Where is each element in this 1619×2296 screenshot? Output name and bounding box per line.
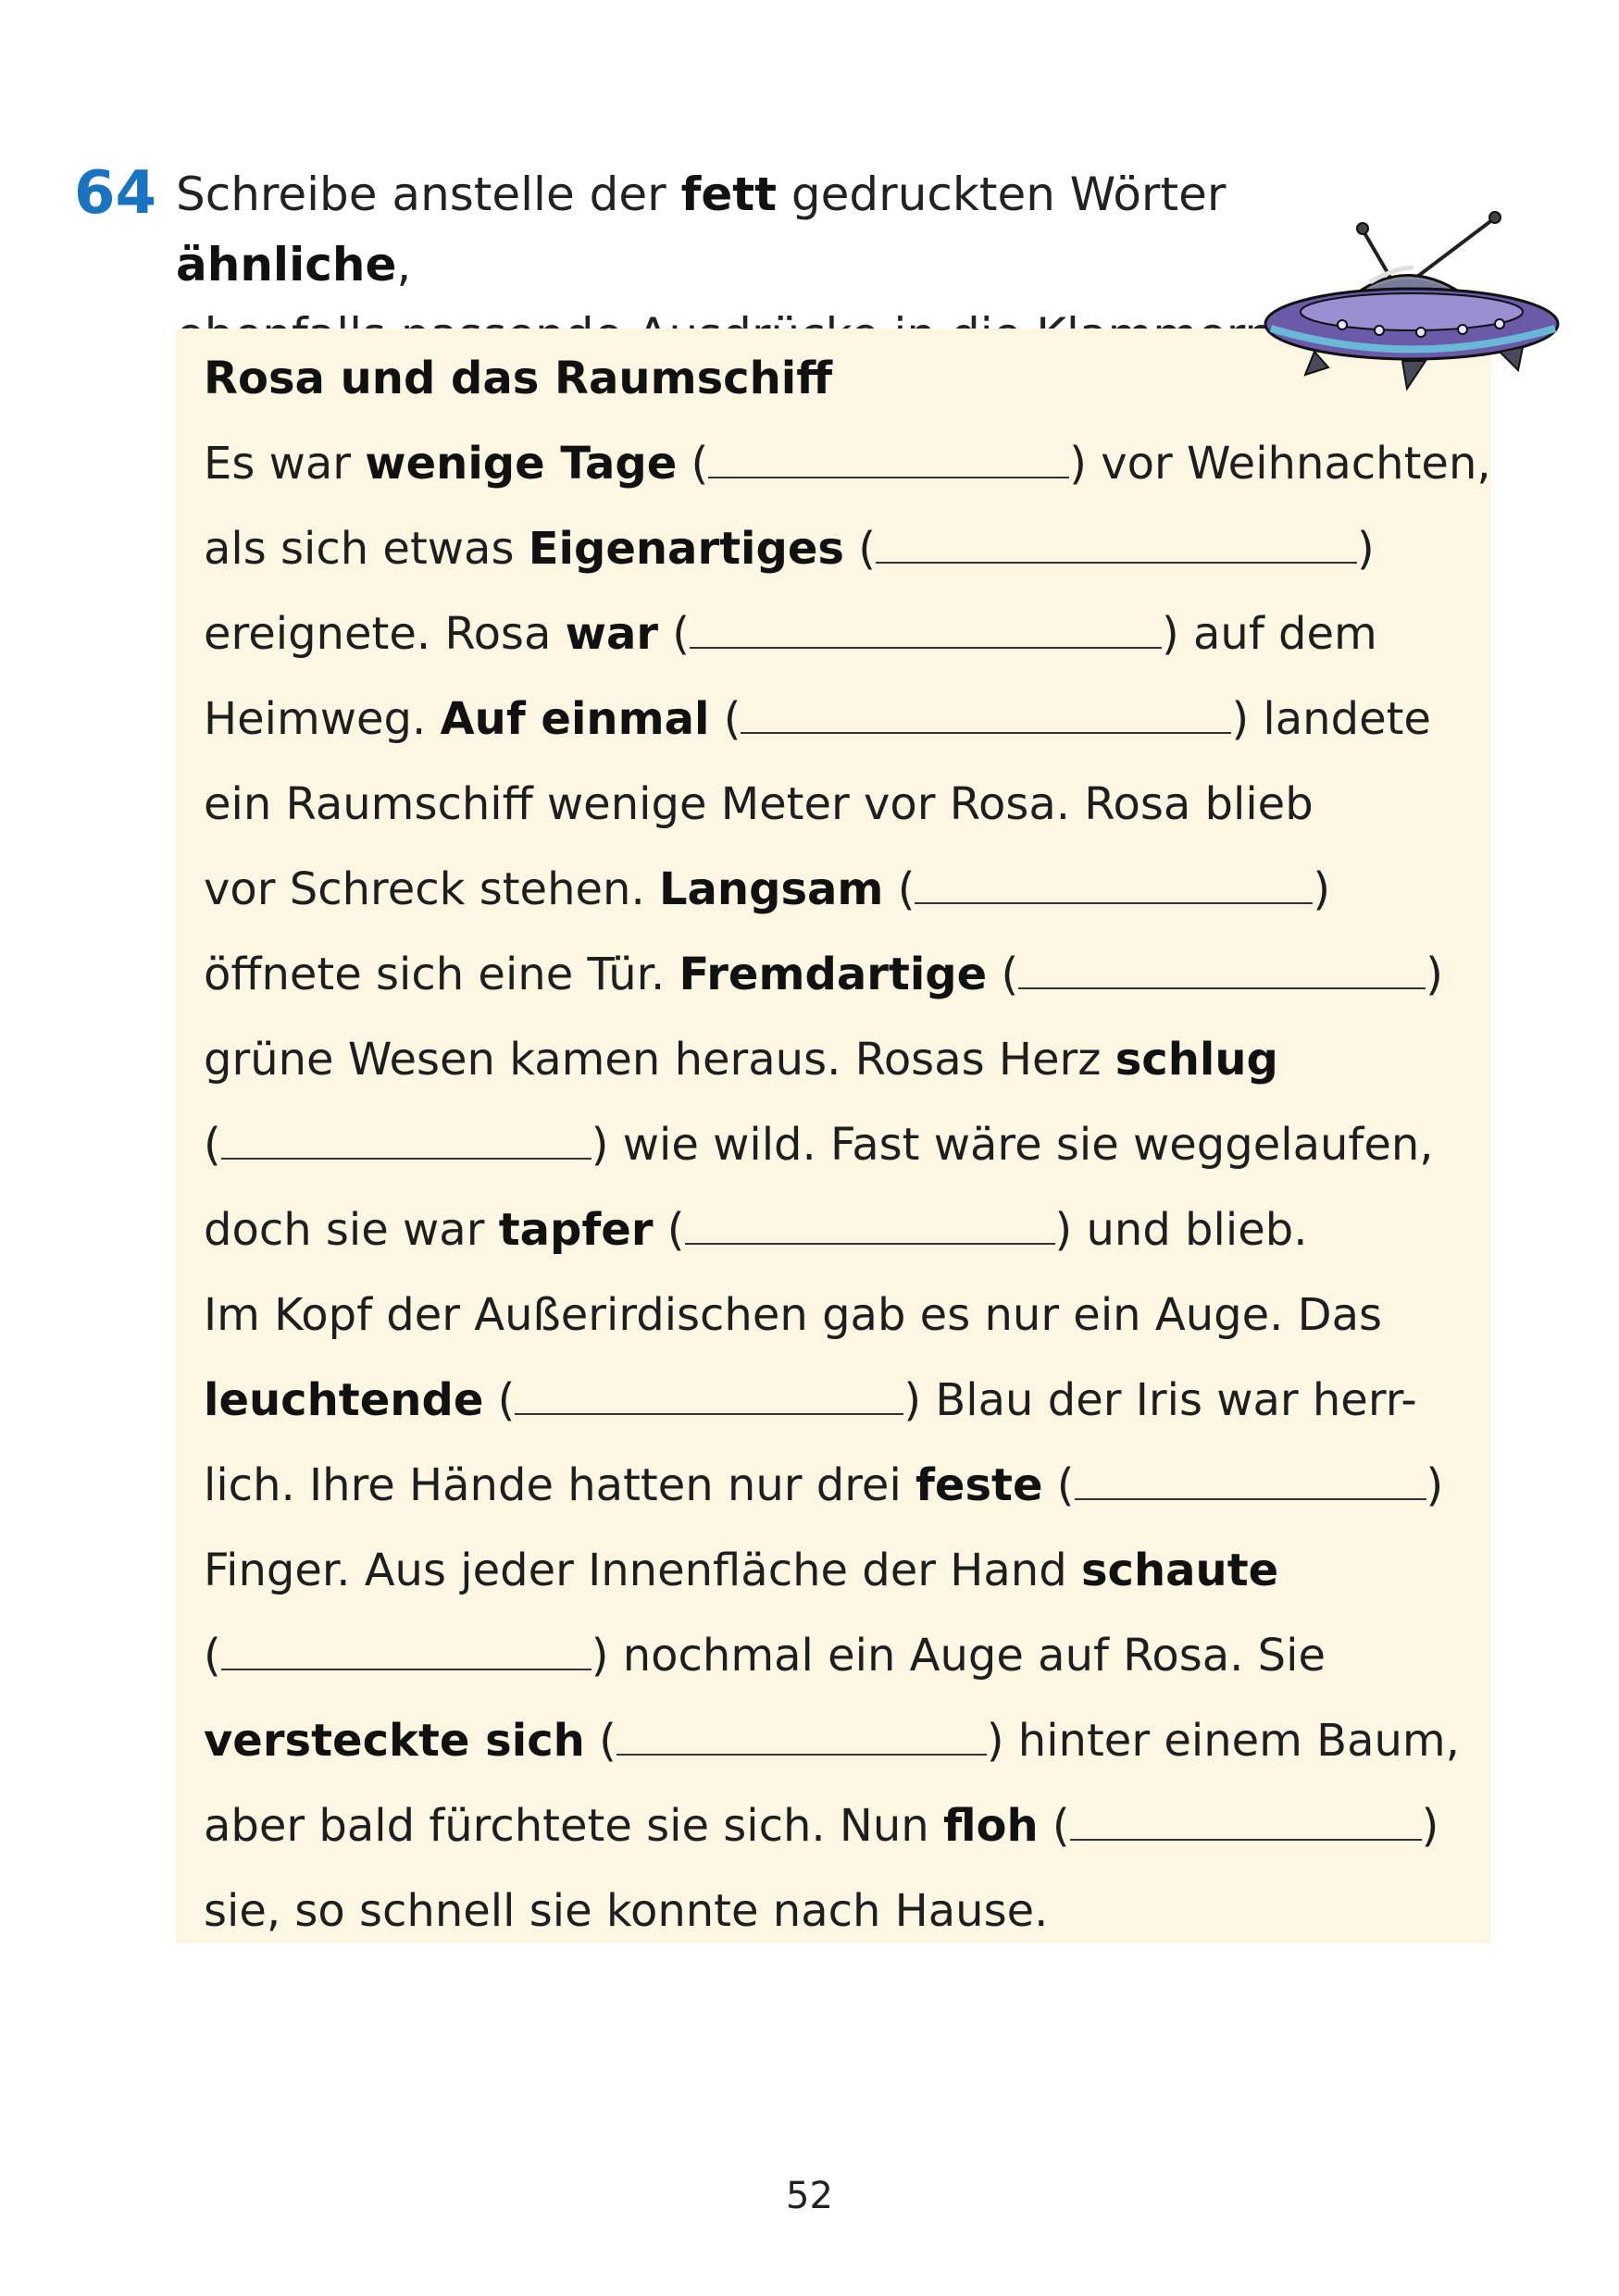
story-line [204, 1358, 1417, 1443]
page-number: 52 [786, 2175, 833, 2217]
line-text: Im Kopf der Außerirdischen gab es nur ein Auge. Das [204, 1289, 1383, 1341]
story-line [204, 506, 1375, 591]
bold-word: wenige Tage [365, 438, 678, 490]
line-text: ) [1426, 949, 1443, 1000]
story-line [204, 1443, 1443, 1528]
line-text: ( [204, 1119, 221, 1171]
line-text: ( [658, 608, 690, 660]
line-text: ( [883, 863, 915, 915]
answer-blank[interactable] [1075, 1460, 1426, 1500]
line-text: ( [584, 1715, 616, 1767]
line-text: ) wie wild. Fast wäre sie weggelaufen, [591, 1119, 1434, 1171]
bold-word: floh [942, 1800, 1039, 1852]
story-line [204, 1698, 1460, 1783]
line-text: ereignete. Rosa [204, 608, 566, 660]
answer-blank[interactable] [876, 524, 1357, 564]
line-text: ( [653, 1204, 685, 1256]
line-text: ) [1421, 1800, 1439, 1852]
story-title: Rosa und das Raumschiff [204, 353, 833, 404]
bold-word: war [565, 608, 659, 660]
line-text: ( [987, 949, 1019, 1000]
bold-word: Langsam [658, 863, 884, 915]
line-text: ) [1426, 1459, 1444, 1511]
bold-word: feste [915, 1459, 1043, 1511]
answer-blank[interactable] [1070, 1801, 1422, 1841]
line-text: ( [677, 438, 709, 490]
story-line [204, 1102, 1434, 1187]
line-text: ( [1038, 1800, 1070, 1852]
instruction-text: Schreibe anstelle der [176, 168, 681, 221]
line-text: Heimweg. [204, 693, 441, 745]
bold-word: Fremdartige [679, 949, 988, 1000]
story-line [204, 847, 1330, 932]
answer-blank[interactable] [616, 1716, 987, 1756]
line-text: ) [1356, 523, 1375, 575]
answer-blank[interactable] [221, 1120, 592, 1160]
bold-word: leuchtende [204, 1374, 484, 1426]
line-text: aber bald fürchtete sie sich. Nun [204, 1800, 943, 1852]
line-text: ( [483, 1374, 516, 1426]
story-line [204, 591, 1377, 676]
instruction-text: , [396, 238, 412, 292]
story-line [204, 1868, 1048, 1954]
line-text: ( [204, 1630, 221, 1682]
bold-word: Eigenartiges [528, 523, 844, 575]
story-line [204, 676, 1431, 762]
line-text: grüne Wesen kamen heraus. Rosas Herz [204, 1034, 1115, 1086]
line-text: Es war [204, 438, 366, 490]
exercise-number: 64 [74, 159, 157, 228]
line-text: als sich etwas [204, 523, 529, 575]
line-text: ein Raumschiff wenige Meter vor Rosa. Rosa blieb [204, 778, 1314, 830]
bold-word: tapfer [498, 1204, 654, 1256]
story-line [204, 1017, 1278, 1102]
story-line [204, 1272, 1382, 1358]
line-text: sie, so schnell sie konnte nach Hause. [204, 1885, 1049, 1937]
answer-blank[interactable] [690, 609, 1162, 649]
line-text: ( [1042, 1459, 1075, 1511]
bold-word: Auf einmal [440, 693, 710, 745]
line-text: ) auf dem [1162, 608, 1377, 660]
line-text: öffnete sich eine Tür. [204, 949, 679, 1000]
answer-blank[interactable] [221, 1631, 592, 1670]
instruction-text: gedruckten Wörter [777, 168, 1227, 221]
bold-word: schaute [1080, 1545, 1279, 1596]
story-line [204, 1613, 1326, 1698]
bold-word: versteckte sich [204, 1715, 585, 1767]
ufo-icon [1254, 208, 1560, 421]
story-line [204, 762, 1314, 847]
line-text: ( [844, 523, 876, 575]
story-line [204, 1783, 1438, 1868]
story-line [204, 1187, 1307, 1272]
line-text: ) landete [1231, 693, 1431, 745]
line-text: vor Schreck stehen. [204, 863, 659, 915]
line-text: doch sie war [204, 1204, 499, 1256]
answer-blank[interactable] [915, 864, 1313, 904]
line-text: ) nochmal ein Auge auf Rosa. Sie [591, 1630, 1326, 1682]
instruction-bold-fett: fett [680, 168, 778, 221]
story-panel [176, 329, 1491, 1943]
answer-blank[interactable] [741, 694, 1231, 734]
answer-blank[interactable] [708, 439, 1069, 478]
story-line [204, 932, 1443, 1017]
line-text: ( [709, 693, 741, 745]
line-text: ) und blieb. [1054, 1204, 1308, 1256]
line-text: Finger. Aus jeder Innenfläche der Hand [204, 1545, 1081, 1596]
answer-blank[interactable] [1018, 949, 1426, 989]
story-line [204, 421, 1491, 506]
line-text: ) [1313, 863, 1331, 915]
story-line [204, 1528, 1278, 1613]
bold-word: schlug [1115, 1034, 1278, 1086]
line-text: ) vor Weihnachten, [1069, 438, 1491, 490]
line-text: ) Blau der Iris war herr- [903, 1374, 1417, 1426]
answer-blank[interactable] [685, 1205, 1055, 1245]
answer-blank[interactable] [515, 1375, 903, 1415]
instruction-bold-aehnliche: ähnliche [176, 238, 397, 292]
line-text: lich. Ihre Hände hatten nur drei [204, 1459, 916, 1511]
line-text: ) hinter einem Baum, [986, 1715, 1460, 1767]
